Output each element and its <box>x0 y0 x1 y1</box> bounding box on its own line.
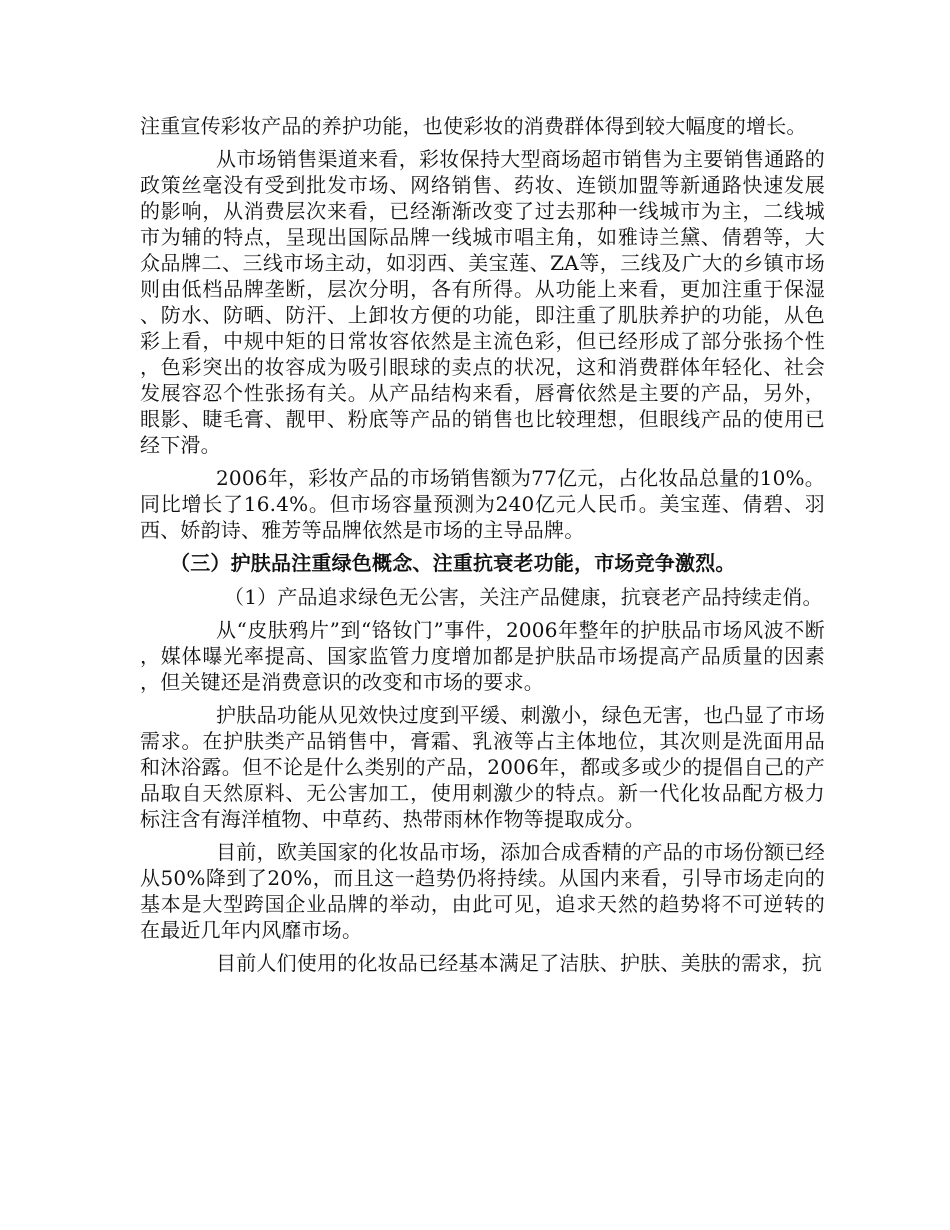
paragraph-current-needs: 目前人们使用的化妆品已经基本满足了洁肤、护肤、美肤的需求，抗 <box>216 951 822 975</box>
paragraph-sales-channels: 从市场销售渠道来看，彩妆保持大型商场超市销售为主要销售通路的政策丝毫没有受到批发市场、网络销售、药妆、连锁加盟等新通路快速发展的影响，从消费层次来看，已经渐渐改变了过去那种一线城市为主，二线城市为辅的特点，呈现出国际品牌一线城市唱主角，如雅诗兰黛、倩碧等，大众品牌二、三线市场主动，如羽西、美宝莲、ZA等，三线及广大的乡镇市场则由低档品牌垄断，层次分明，各有所得。从功能上来看，更加注重于保湿、防水、防晒、防汗、上卸妆方便的功能，即注重了肌肤养护的功能，从色彩上看，中规中矩的日常妆容依然是主流色彩，但已经形成了部分张扬个性，色彩突出的妆容成为吸引眼球的卖点的状况，这和消费群体年轻化、社会发展容忍个性张扬有关。从产品结构来看，唇膏依然是主要的产品，另外，眼影、睫毛膏、靓甲、粉底等产品的销售也比较理想，但眼线产品的使用已经下滑。 <box>140 147 825 457</box>
paragraph-2006-sales: 2006年，彩妆产品的市场销售额为77亿元，占化妆品总量的10%。同比增长了16.4%。但市场容量预测为240亿元人民币。美宝莲、倩碧、羽西、娇韵诗、雅芳等品牌依然是市场的主导品牌。 <box>140 466 825 542</box>
document-page <box>140 113 825 983</box>
subheading-green-products: （1）产品追求绿色无公害，关注产品健康，抗衰老产品持续走俏。 <box>224 585 823 609</box>
paragraph-skincare-functions: 护肤品功能从见效快过度到平缓、刺激小，绿色无害，也凸显了市场需求。在护肤类产品销售中，膏霜、乳液等占主体地位，其次则是洗面用品和沐浴露。但不论是什么类别的产品，2006年，都或多或少的提倡自己的产品取自天然原料、无公害加工，使用刺激少的特点。新一代化妆品配方极力标注含有海洋植物、中草药、热带雨林作物等提取成分。 <box>140 703 825 831</box>
section-heading-skincare: （三）护肤品注重绿色概念、注重抗衰老功能，市场竞争激烈。 <box>170 551 736 575</box>
paragraph-continuation: 注重宣传彩妆产品的养护功能，也使彩妆的消费群体得到较大幅度的增长。 <box>140 114 807 138</box>
paragraph-western-markets: 目前，欧美国家的化妆品市场，添加合成香精的产品的市场份额已经从50%降到了20%，而且这一趋势仍将持续。从国内来看，引导市场走向的基本是大型跨国企业品牌的举动，由此可见，追求天然的趋势将不可逆转的在最近几年内风靡市场。 <box>140 840 825 942</box>
paragraph-skin-opium-event: 从“皮肤鸦片”到“铬钕门”事件，2006年整年的护肤品市场风波不断，媒体曝光率提高、国家监管力度增加都是护肤品市场提高产品质量的因素，但关键还是消费意识的改变和市场的要求。 <box>140 618 825 694</box>
